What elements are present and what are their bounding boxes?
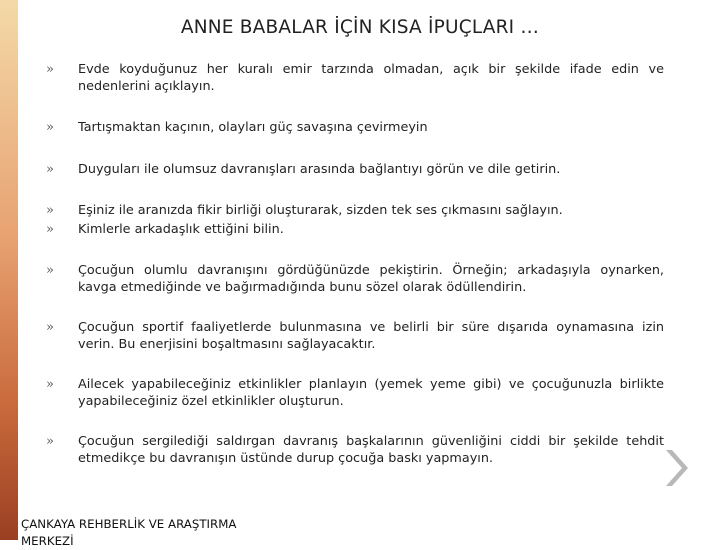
list-item [46, 202, 664, 219]
list-item [46, 319, 664, 353]
list-item [46, 161, 664, 178]
bullet-marker: » [46, 120, 54, 135]
list-item-text: Çocuğun sportif faaliyetlerde bulunmasına ve belirli bir süre dışarıda oynamasına izin verin. Bu enerjisini boşaltmasını sağlayacaktır. [78, 320, 664, 352]
bullet-marker: » [46, 62, 54, 77]
list-item [46, 433, 664, 467]
list-item-text: Eşiniz ile aranızda fikir birliği oluşturarak, sizden tek ses çıkmasını sağlayın. [78, 203, 563, 218]
bullet-marker: » [46, 377, 54, 392]
bullet-marker: » [46, 434, 54, 449]
list-item-text: Tartışmaktan kaçının, olayları güç savaşına çevirmeyin [78, 120, 428, 135]
footer-institution: ÇANKAYA REHBERLİK VE ARAŞTIRMA MERKEZİ [21, 517, 237, 548]
slide-title: ANNE BABALAR İÇİN KISA İPUÇLARI … [180, 17, 540, 38]
bullet-marker: » [46, 162, 54, 177]
list-item-text: Çocuğun olumlu davranışını gördüğünüzde pekiştirin. Örneğin; arkadaşıyla oynarken, kavga etmediğinde ve bağırmadığında bunu sözel olarak ödüllendirin. [78, 263, 664, 295]
list-item-text: Ailecek yapabileceğiniz etkinlikler planlayın (yemek yeme gibi) ve çocuğunuzla birlikte yapabileceğiniz özel etkinlikler oluşturun. [78, 377, 664, 409]
list-item [46, 119, 664, 136]
list-item-text: Çocuğun sergilediği saldırgan davranış başkalarının güvenliğini ciddi bir şekilde tehdit etmedikçe bu davranışın üstünde durup çocuğa baskı yapmayın. [78, 434, 664, 466]
list-item-text: Duyguları ile olumsuz davranışları arasında bağlantıyı görün ve dile getirin. [78, 162, 561, 177]
list-item [46, 61, 664, 95]
decorative-side-stripe [0, 0, 18, 540]
list-item [46, 376, 664, 410]
chevron-right-icon[interactable] [662, 448, 688, 488]
list-item [46, 221, 664, 238]
list-item [46, 262, 664, 296]
bullet-marker: » [46, 320, 54, 335]
bullet-marker: » [46, 222, 54, 237]
bullet-marker: » [46, 203, 54, 218]
list-item-text: Kimlerle arkadaşlık ettiğini bilin. [78, 222, 284, 237]
list-item-text: Evde koyduğunuz her kuralı emir tarzında olmadan, açık bir şekilde ifade edin ve nedenlerini açıklayın. [78, 62, 664, 94]
bullet-marker: » [46, 263, 54, 278]
